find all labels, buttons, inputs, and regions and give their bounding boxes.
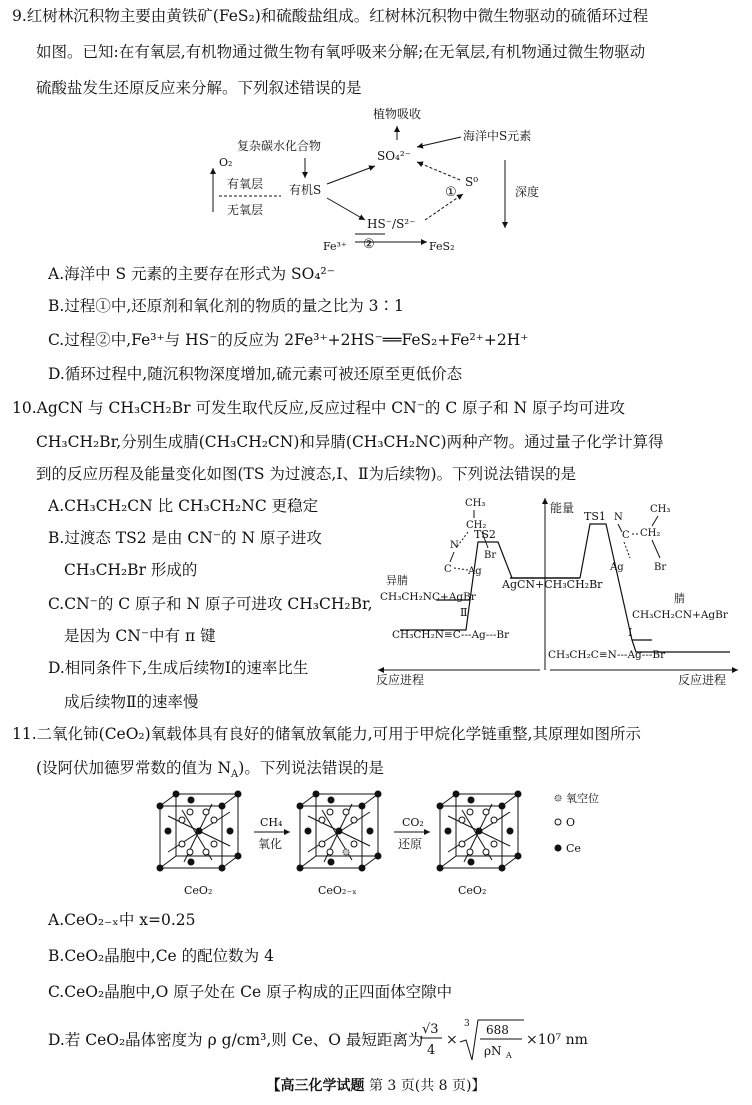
process-1-marker: ① (445, 185, 457, 200)
q11-stem-line2-end: )。下列说法错误的是 (238, 759, 384, 777)
cell2-label: CeO₂₋ₓ (318, 884, 357, 897)
ts2-ch3: CH₃ (465, 498, 486, 509)
plant-uptake-label: 植物吸收 (373, 107, 422, 121)
q9-option-c: C.过程②中,Fe³⁺与 HS⁻的反应为 2Fe³⁺+2HS⁻══FeS₂+Fe²⁺+2H⁺ (48, 331, 529, 349)
o2-label: O₂ (219, 156, 233, 169)
q11-stem-line2-start: (设阿伏加德罗常数的值为 N (36, 759, 232, 777)
q11-stem-line1: 11.二氧化铈(CeO₂)氧载体具有良好的储氧放氧能力,可用于甲烷化学链重整,其原理如图所示 (12, 725, 642, 743)
i-label: Ⅰ (628, 626, 633, 639)
q11-option-d-formula (420, 1016, 610, 1064)
s0-label: S⁰ (465, 175, 479, 189)
frac-numerator: √3 (422, 1022, 439, 1037)
reduction-label: 还原 (398, 837, 423, 851)
q9-stem-line3: 硫酸盐发生还原反应来分解。下列叙述错误的是 (36, 79, 362, 97)
q11-option-c: C.CeO₂晶胞中,O 原子处在 Ce 原子构成的正四面体空隙中 (48, 983, 453, 1001)
ts1-br: Br (654, 562, 667, 573)
isonitrile-label: 异腈 (386, 574, 408, 587)
progress-left-label: 反应进程 (376, 673, 425, 687)
q10-option-c-line2: 是因为 CN⁻中有 π 键 (64, 627, 216, 645)
ts2-ag: Ag (468, 566, 482, 577)
oxidation-label: 氧化 (258, 837, 283, 851)
fe3-label: Fe³⁺ (323, 240, 347, 253)
q9-sulfur-cycle-diagram (205, 102, 550, 262)
legend-ce-label: Ce (566, 842, 581, 855)
energy-axis-label: 能量 (550, 501, 575, 515)
ts1-ch3: CH₃ (650, 504, 671, 515)
organic-s-label: 有机S (289, 183, 322, 197)
ts1-ch2: CH₂ (640, 528, 661, 539)
q10-stem-line3: 到的反应历程及能量变化如图(TS 为过渡态,Ⅰ、Ⅱ为后续物)。下列说法错误的是 (36, 465, 577, 483)
root-denominator: ρN (484, 1044, 502, 1058)
ii-label: Ⅱ (460, 606, 468, 619)
q10-stem-line2: CH₃CH₂Br,分别生成腈(CH₃CH₂CN)和异腈(CH₃CH₂NC)两种产物。通过量子化学计算得 (36, 433, 664, 451)
q9-stem-line1: 9.红树林沉积物主要由黄铁矿(FeS₂)和硫酸盐组成。红树林沉积物中微生物驱动的硫循环过程 (12, 7, 649, 25)
reactant-label: AgCN+CH₃CH₂Br (502, 578, 603, 591)
cell3-label: CeO₂ (458, 884, 487, 897)
co2-label: CO₂ (402, 816, 424, 829)
ch4-label: CH₄ (260, 816, 283, 829)
ts1-label: TS1 (584, 510, 606, 523)
avogadro-subscript: A (231, 769, 239, 781)
progress-right-label: 反应进程 (678, 673, 727, 687)
q9-option-b: B.过程①中,还原剂和氧化剂的物质的量之比为 3∶1 (48, 297, 404, 315)
sulfate-label: SO₄²⁻ (377, 149, 412, 163)
process-2-marker: ② (363, 237, 375, 252)
q10-option-d-line2: 成后续物Ⅱ的速率慢 (64, 693, 199, 711)
ceo2-cell-1-atoms (157, 791, 242, 872)
ts1-c: C (622, 530, 630, 541)
depth-label: 深度 (515, 185, 540, 199)
q11-ceria-lattice-diagram (140, 786, 620, 904)
times-sign-1: × (446, 1032, 458, 1048)
root-denominator-sub: A (506, 1051, 512, 1060)
root-numerator: 688 (486, 1023, 509, 1037)
q9-option-d: D.循环过程中,随沉积物深度增加,硫元素可被还原至更低价态 (48, 365, 463, 383)
iso-complex-label: CH₃CH₂N≡C---Ag---Br (392, 629, 510, 641)
q11-option-a: A.CeO₂₋ₓ中 x=0.25 (48, 911, 196, 929)
nit-product-label: CH₃CH₂CN+AgBr (632, 609, 728, 621)
nit-complex-label: CH₃CH₂C≡N---Ag---Br (548, 649, 666, 661)
q9-option-a: A.海洋中 S 元素的主要存在形式为 SO₄²⁻ (48, 265, 335, 283)
legend-ce-icon (555, 845, 562, 852)
ts2-br: Br (484, 550, 497, 561)
q11-option-b: B.CeO₂晶胞中,Ce 的配位数为 4 (48, 947, 274, 965)
q10-option-c-line1: C.CN⁻的 C 原子和 N 原子可进攻 CH₃CH₂Br, (48, 595, 373, 613)
page-footer (0, 1076, 752, 1098)
power-suffix: ×10⁷ nm (526, 1032, 588, 1048)
q10-option-b-line2: CH₃CH₂Br 形成的 (64, 561, 198, 579)
footer-page-number: 第 3 页(共 8 页)】 (368, 1078, 486, 1094)
q10-stem-line1: 10.AgCN 与 CH₃CH₂Br 可发生取代反应,反应过程中 CN⁻的 C 原子和 N 原子均可进攻 (12, 399, 626, 417)
q11-option-d (48, 1028, 423, 1052)
fes2-label: FeS₂ (429, 240, 455, 253)
ceo2-cell-3-atoms (437, 791, 522, 872)
ts2-ch2: CH₂ (466, 520, 487, 531)
ts2-label: TS2 (474, 528, 496, 541)
footer-title: 【高三化学试题 (266, 1078, 365, 1094)
ts2-n: N (450, 540, 459, 551)
ts1-n: N (614, 512, 623, 523)
legend-o-label: O (566, 816, 576, 829)
legend-vacancy-label: 氧空位 (566, 792, 599, 805)
anaerobic-layer-label: 无氧层 (227, 203, 264, 217)
iso-product-label: CH₃CH₂NC+AgBr (380, 591, 476, 603)
hs-label: HS⁻/S²⁻ (367, 217, 416, 231)
root-index: 3 (464, 1019, 470, 1029)
q10-option-b-line1: B.过渡态 TS2 是由 CN⁻的 N 原子进攻 (48, 529, 322, 547)
cell1-label: CeO₂ (184, 884, 213, 897)
ocean-s-label: 海洋中S元素 (463, 129, 532, 143)
complex-carbohydrate-label: 复杂碳水化合物 (237, 139, 322, 153)
aerobic-layer-label: 有氧层 (227, 177, 264, 191)
legend-vacancy-icon (555, 795, 561, 801)
q10-option-a: A.CH₃CH₂CN 比 CH₃CH₂NC 更稳定 (48, 497, 319, 515)
q10-option-d-line1: D.相同条件下,生成后续物Ⅰ的速率比生 (48, 659, 309, 677)
q9-stem-line2: 如图。已知:在有氧层,有机物通过微生物有氧呼吸来分解;在无氧层,有机物通过微生物驱动 (36, 43, 646, 61)
q11-option-d-text: D.若 CeO₂晶体密度为 ρ g/cm³,则 Ce、O 最短距离为 (48, 1031, 424, 1049)
ceo2-x-cell-atoms (297, 791, 382, 872)
q10-energy-profile-diagram (370, 490, 746, 690)
legend-o-icon (555, 819, 561, 825)
frac-denominator: 4 (427, 1043, 436, 1058)
nitrile-label: 腈 (674, 592, 685, 605)
ts2-c: C (444, 564, 452, 575)
q11-stem-line2 (36, 756, 384, 780)
ts1-ag: Ag (610, 562, 624, 573)
